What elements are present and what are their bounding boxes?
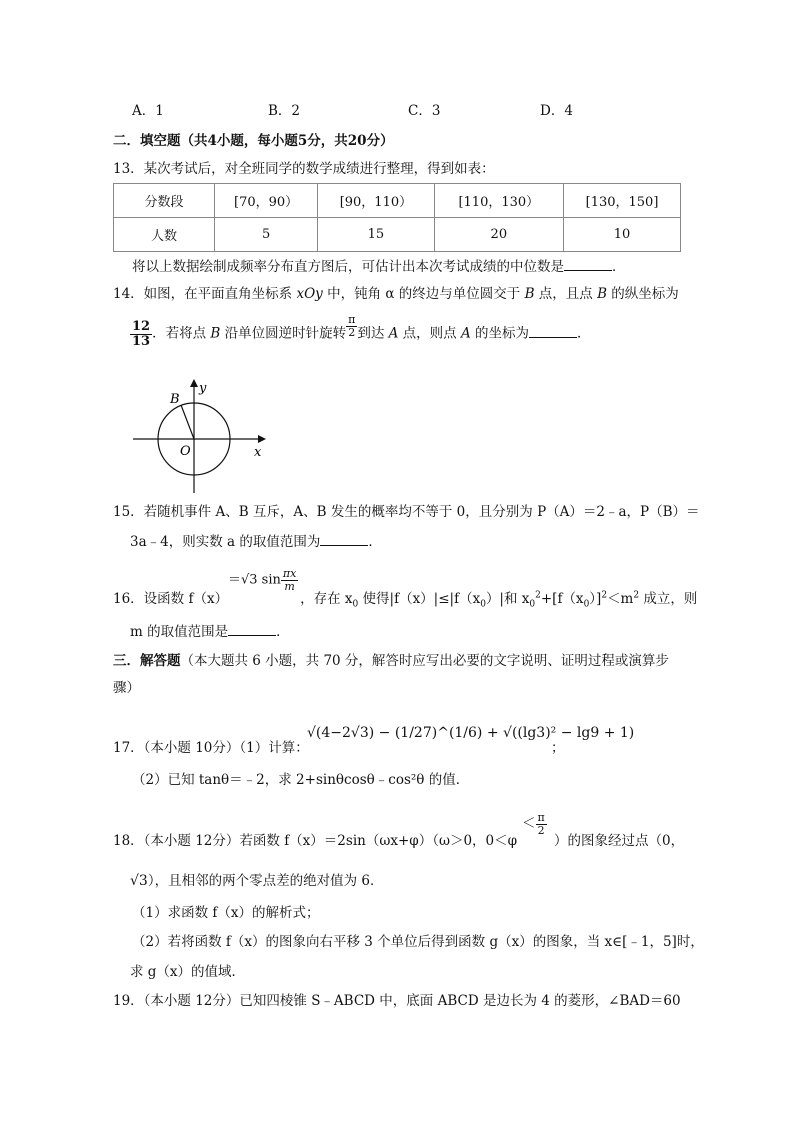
q14-line1	[113, 286, 679, 302]
q13-stem: 13．某次考试后，对全班同学的数学成绩进行整理，得到如表：	[113, 161, 495, 177]
q17-part2: （2）已知 tanθ＝﹣2，求 2+sinθcosθ﹣cos²θ 的值．	[132, 772, 470, 788]
q15-end: ．	[368, 534, 382, 550]
table-cell: 20	[434, 218, 563, 252]
q14-text: 沿单位圆逆时针旋转	[220, 325, 347, 342]
option-a: A．1	[132, 103, 164, 119]
q13-follow	[132, 258, 626, 275]
table-cell: [70，90）	[215, 184, 318, 218]
q16-line1	[113, 590, 698, 610]
q16-formula-lhs: ＝√3 sin	[228, 572, 281, 588]
q17-lead: 17．（本小题 10分）（1）计算：	[113, 740, 309, 756]
terminal-side	[181, 405, 194, 439]
answer-blank	[529, 325, 577, 338]
superscript: 2	[633, 590, 640, 601]
q16-formula	[228, 568, 298, 592]
table-cell: 分数段	[114, 184, 215, 218]
q14-text: ．若将点	[152, 325, 211, 342]
q16-text: 16．设函数 f（x）	[113, 591, 229, 607]
q18-part1: （1）求函数 f（x）的解析式；	[132, 905, 320, 921]
section3-text: （本大题共 6 小题，共 70 分，解答时应写出必要的文字说明、证明过程或演算步	[180, 653, 669, 669]
q18-text: ），且相邻的两个零点差的绝对值为 6．	[147, 873, 384, 889]
superscript: 2	[535, 590, 541, 601]
answer-blank	[320, 533, 368, 546]
subscript: 0	[352, 599, 359, 610]
q18-line2	[130, 873, 383, 890]
table-cell: [110，130）	[434, 184, 563, 218]
fraction-denominator: m	[284, 579, 295, 593]
option-c: C．3	[408, 103, 441, 119]
q14-line2	[130, 313, 591, 349]
q16-line2	[130, 623, 290, 640]
q13-follow-text: 将以上数据绘制成频率分布直方图后，可估计出本次考试成绩的中位数是	[132, 259, 564, 275]
answer-blank	[564, 258, 612, 271]
q14-var-xoy: xOy	[296, 286, 323, 302]
q16-end: ．	[276, 624, 290, 640]
q18-pi-fraction	[536, 812, 547, 836]
x-axis-arrow	[258, 435, 266, 443]
q16-text: m 的取值范围是	[130, 624, 229, 640]
q16-text: 使得|f（x）|≤|f（x	[358, 591, 481, 607]
label-o: O	[180, 444, 191, 459]
q16-text: ，存在 x	[300, 591, 353, 607]
q14-var-b: B	[597, 286, 608, 302]
q16-formula-fraction	[281, 568, 298, 592]
table-cell: 人数	[114, 218, 215, 252]
q18-text: 18．（本小题 12分）若函数 f（x）＝2sin（ωx+φ）（ω＞0，0＜φ	[113, 833, 518, 849]
q14-text: 点，且点	[534, 286, 598, 302]
label-x: x	[254, 445, 262, 460]
q14-rot-fraction	[346, 314, 357, 338]
q18-line1	[113, 833, 517, 849]
q18-sqrt3: √3	[130, 873, 148, 889]
q14-var-b: B	[524, 286, 535, 302]
q14-text: 到达	[357, 325, 389, 342]
fraction-denominator: 2	[537, 823, 545, 837]
fraction-denominator: 2	[348, 325, 356, 339]
q18-line1-tail: ）的图象经过点（0，	[554, 833, 685, 849]
q15-text: 3a﹣4，则实数 a 的取值范围为	[130, 534, 321, 550]
q18-lt: ＜	[522, 815, 536, 832]
superscript: 2	[601, 590, 608, 601]
q16-text: ）]	[589, 591, 602, 607]
q16-text: ）|和 x	[485, 591, 530, 607]
q17-tail: ；	[551, 740, 565, 756]
q13-end: ．	[612, 259, 626, 275]
q14-text: ．	[577, 325, 591, 342]
table-cell: 10	[564, 218, 681, 252]
q16-text: +[f（x	[540, 591, 584, 607]
q14-var-b: B	[210, 325, 221, 342]
answer-blank	[228, 623, 276, 636]
q14-text: 中，钝角 α 的终边与单位圆交于	[322, 286, 525, 302]
fraction-numerator: πx	[282, 567, 297, 580]
table-cell: [90，110）	[318, 184, 434, 218]
option-b: B．2	[268, 103, 301, 119]
section3-heading	[113, 653, 669, 669]
subscript: 0	[529, 599, 536, 610]
fraction-numerator: π	[348, 313, 356, 327]
section3-heading-cont: 骤）	[113, 680, 140, 696]
q15-line2	[130, 533, 382, 550]
q14-text: 的纵坐标为	[607, 286, 679, 302]
q18-part3: 求 g（x）的值域．	[130, 964, 246, 980]
fraction-numerator: 12	[132, 319, 151, 334]
label-y: y	[199, 381, 207, 396]
subscript: 0	[583, 599, 590, 610]
q17-formula: √(4−2√3) − (1/27)^(1/6) + √((lg3)² − lg9 + 1)	[307, 725, 635, 741]
table-row	[114, 218, 681, 252]
q19-line: 19．（本小题 12分）已知四棱锥 S﹣ABCD 中，底面 ABCD 是边长为 4 的菱形，∠BAD＝60	[113, 993, 681, 1009]
y-axis-arrow	[190, 379, 198, 387]
q14-var-a: A	[388, 325, 399, 342]
table-cell: 5	[215, 218, 318, 252]
q14-text: 的坐标为	[470, 325, 530, 342]
q16-text: ＜m	[607, 591, 634, 607]
table-cell: 15	[318, 218, 434, 252]
q14-var-a: A	[460, 325, 471, 342]
subscript: 0	[480, 599, 486, 610]
q14-text: 14．如图，在平面直角坐标系	[113, 286, 297, 302]
section2-heading: 二．填空题（共4小题，每小题5分，共20分）	[113, 133, 394, 149]
q15-line1: 15．若随机事件 A、B 互斥，A、B 发生的概率均不等于 0，且分别为 P（A）＝2﹣a，P（B）＝	[113, 504, 700, 520]
fraction-numerator: π	[537, 811, 545, 824]
q14-text: 点，则点	[398, 325, 461, 342]
option-d: D．4	[540, 103, 573, 119]
q16-text: 成立，则	[639, 591, 698, 607]
fraction-denominator: 13	[132, 333, 151, 349]
table-row	[114, 184, 681, 218]
label-b: B	[170, 392, 180, 407]
q14-fraction	[130, 320, 152, 348]
score-table	[113, 183, 681, 252]
unit-circle-figure	[128, 375, 278, 495]
table-cell: [130，150]	[564, 184, 681, 218]
q18-lt-frac	[522, 812, 547, 836]
q18-part2: （2）若将函数 f（x）的图象向右平移 3 个单位后得到函数 g（x）的图象，当 x∈[﹣1，5]时，	[132, 934, 704, 950]
section3-title: 三．解答题	[113, 653, 181, 669]
